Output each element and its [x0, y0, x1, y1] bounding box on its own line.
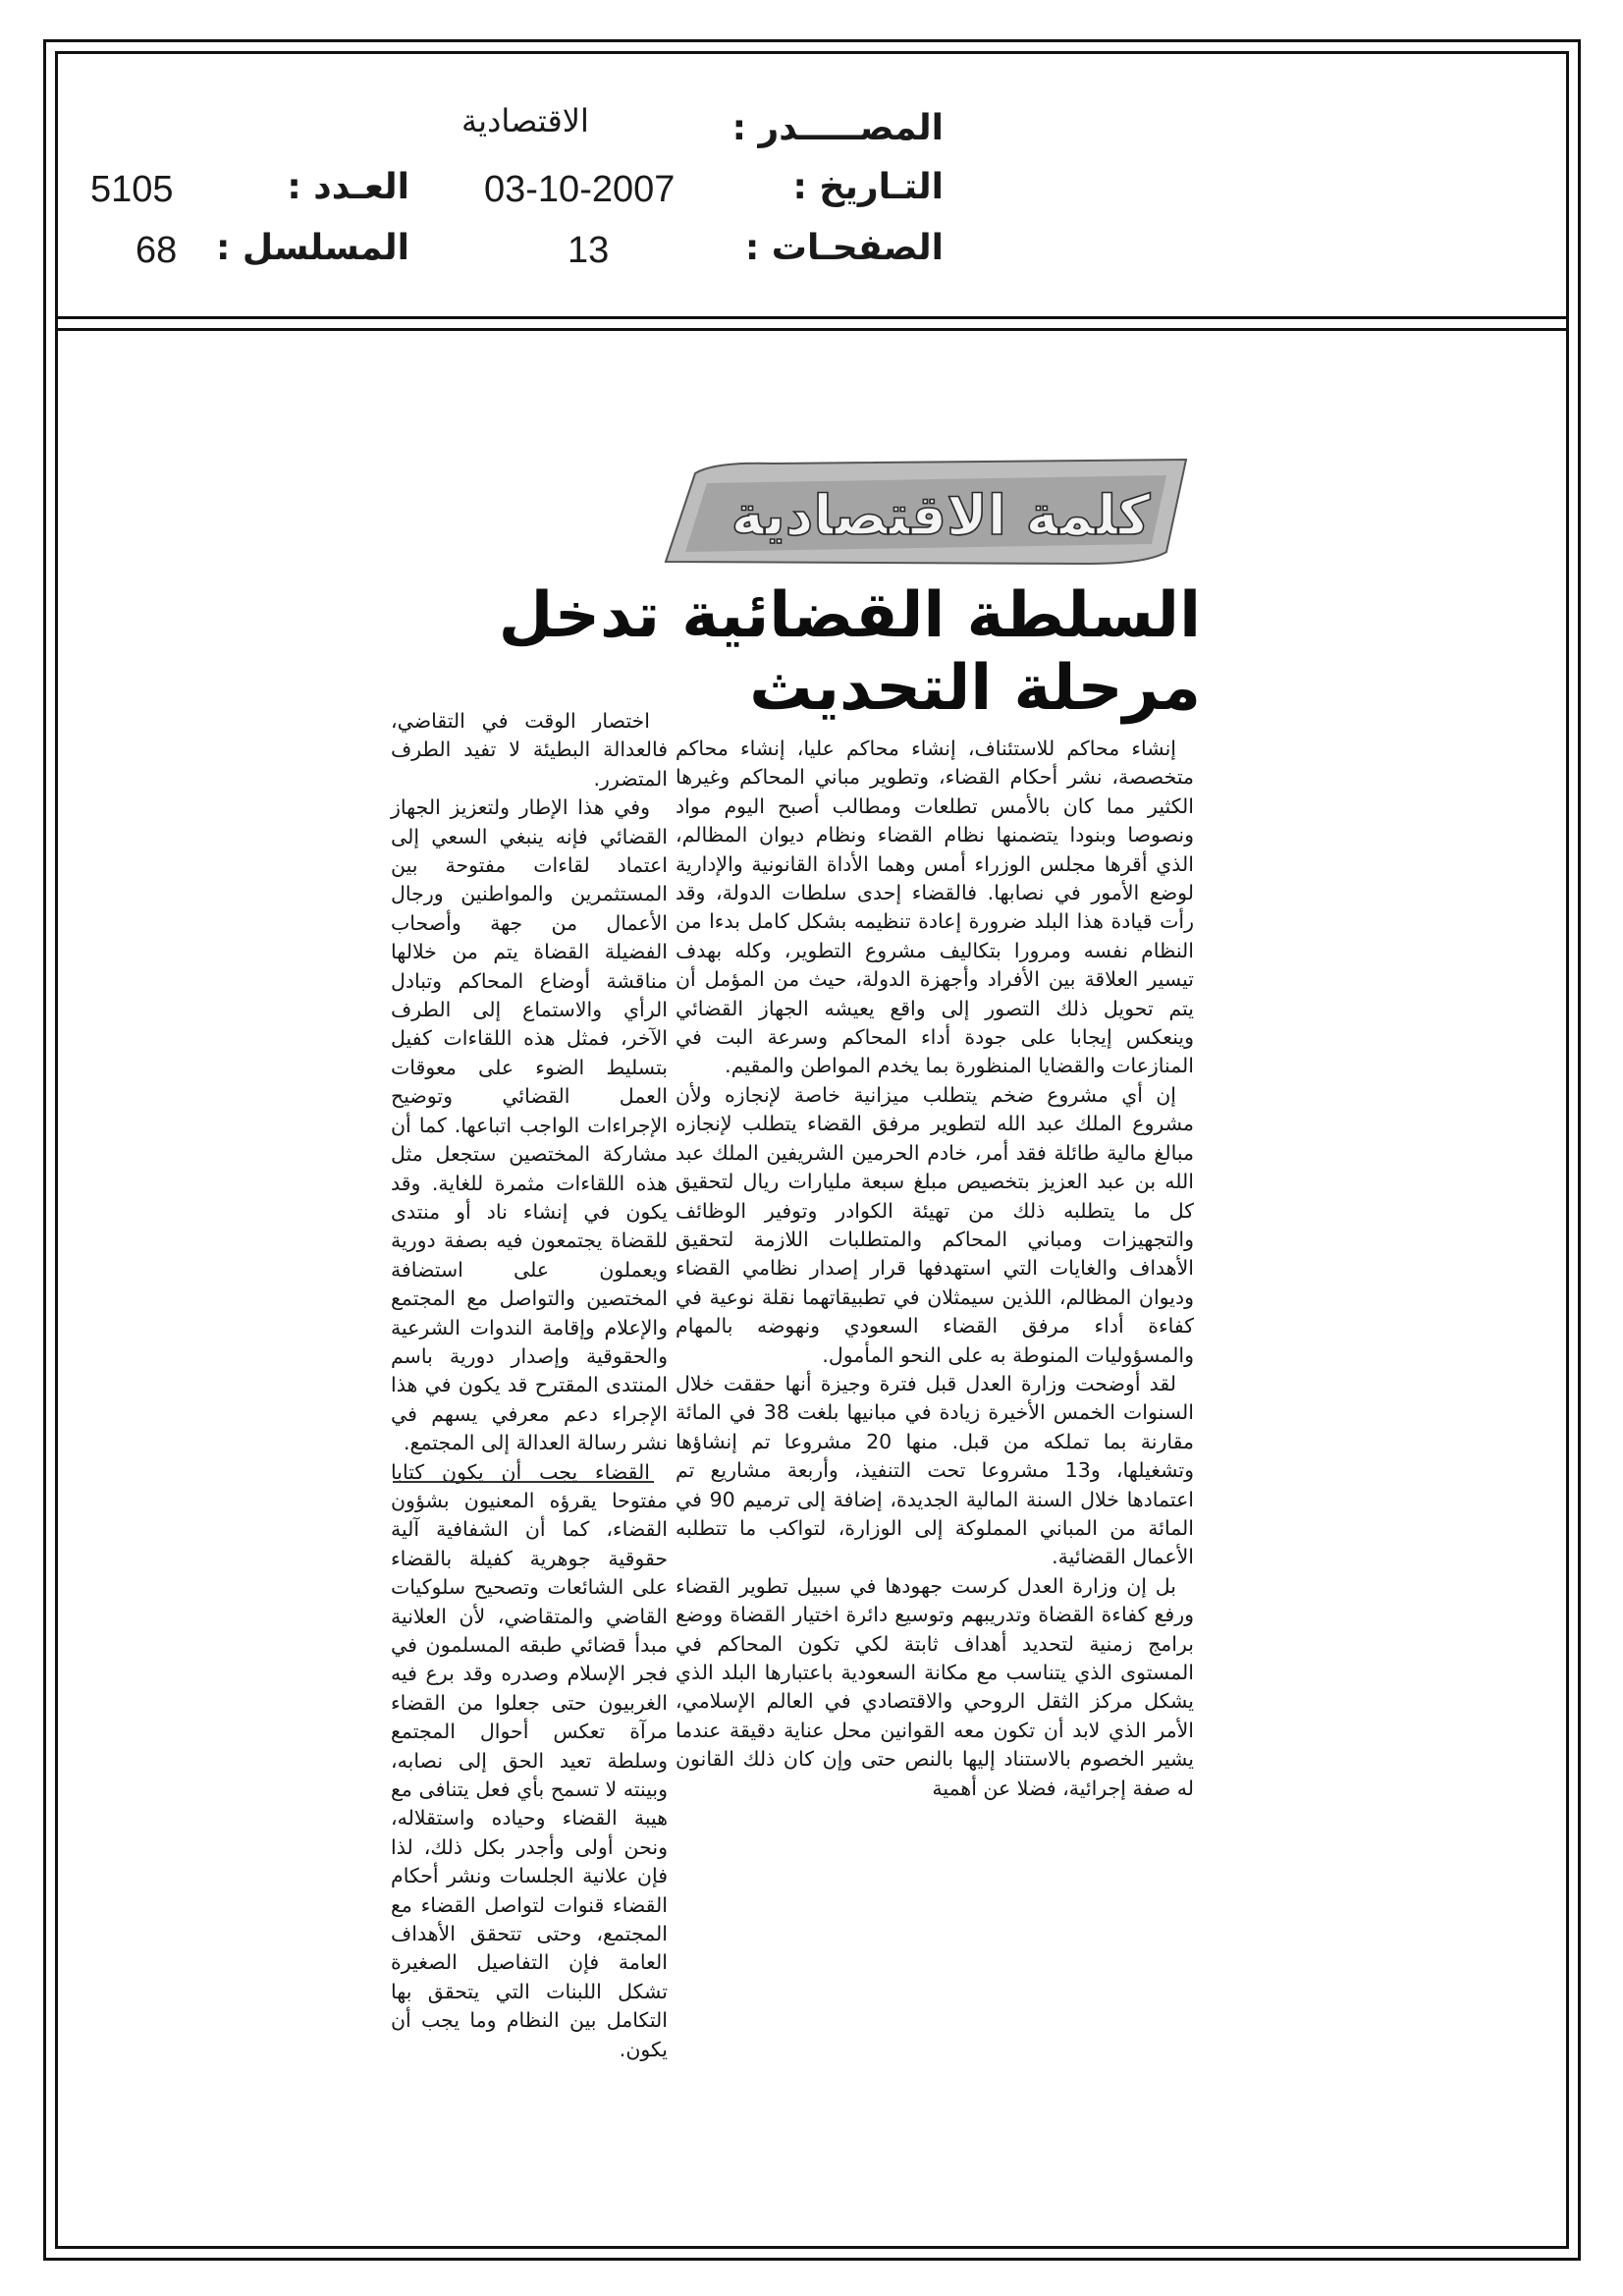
date-value: 03-10-2007: [484, 169, 676, 210]
article-column-left: [391, 707, 668, 2064]
paragraph: إنشاء محاكم للاستئناف، إنشاء محاكم عليا، إنشاء محاكم متخصصة، نشر أحكام القضاء، وتطوير مباني المحاكم وغيرها الكثير مما كان بالأمس تطلعات ومطالب أصبح اليوم مواد ونصوصا وبنودا يتضمنها نظام القضاء ونظام ديوان المظالم، الذي أقرها مجلس الوزراء أمس وهما الأداة القانونية والإدارية لوضع الأمور في نصابها. فالقضاء إحدى سلطات الدولة، وقد رأت قيادة هذا البلد ضرورة إعادة تنظيمه بشكل كامل بدءا من النظام نفسه ومرورا بتكاليف مشروع التطوير، وكله بهدف تيسير العلاقة بين الأفراد وأجهزة الدولة، حيث من المؤمل أن يتم تحويل ذلك التصور إلى واقع يعيشه الجهاز القضائي وينعكس إيجابا على جودة أداء المحاكم وسرعة البت في المنازعات والقضايا المنظورة بما يخدم المواطن والمقيم.: [676, 737, 1194, 1078]
issue-value: 5105: [90, 169, 174, 210]
header-divider-top: [55, 316, 1569, 319]
paragraph: وفي هذا الإطار ولتعزيز الجهاز القضائي فإنه ينبغي السعي إلى اعتماد لقاءات مفتوحة بين المستثمرين والمواطنين ورجال الأعمال من جهة وأصحاب الفضيلة القضاة يتم من خلالها مناقشة أوضاع المحاكم وتبادل الرأي والاستماع إلى الطرف الآخر، فمثل هذه اللقاءات كفيل بتسليط الضوء على معوقات العمل القضائي وتوضيح الإجراءات الواجب اتباعها. كما أن مشاركة المختصين ستجعل مثل هذه اللقاءات مثمرة للغاية. وقد يكون في إنشاء ناد أو منتدى للقضاة يجتمعون فيه بصفة دورية ويعملون على استضافة المختصين والتواصل مع المجتمع والإعلام وإقامة الندوات الشرعية والحقوقية وإصدار دورية باسم المنتدى المقترح قد يكون في هذا الإجراء دعم معرفي يسهم في نشر رسالة العدالة إلى المجتمع.: [391, 795, 668, 1455]
source-value: الاقتصادية: [461, 102, 589, 139]
serial-value: 68: [135, 230, 178, 271]
serial-label: المسلسل :: [215, 228, 409, 268]
column-end-rule: [393, 1481, 654, 1483]
paragraph: اختصار الوقت في التقاضي، فالعدالة البطيئة لا تفيد الطرف المتضرر.: [391, 709, 668, 791]
paragraph: القضاء يجب أن يكون كتابا مفتوحا يقرؤه المعنيون بشؤون القضاء، كما أن الشفافية آلية حقوقية جوهرية كفيلة بالقضاء على الشائعات وتصحيح سلوكيات القاضي والمتقاضي، لأن العلانية مبدأ قضائي طبقه المسلمون في فجر الإسلام وصدره وقد برع فيه الغربيون حتى جعلوا من القضاء مرآة تعكس أحوال المجتمع وسلطة تعيد الحق إلى نصابه، وبينته لا تسمح بأي فعل يتنافى مع هيبة القضاء وحياده واستقلاله، ونحن أولى وأجدر بكل ذلك، لذا فإن علانية الجلسات ونشر أحكام القضاء قنوات لتواصل القضاء مع المجتمع، وحتى تتحقق الأهداف العامة فإن التفاصيل الصغيرة تشكل اللبنات التي يتحقق بها التكامل بين النظام وما يجب أن يكون.: [391, 1459, 668, 2061]
paragraph: بل إن وزارة العدل كرست جهودها في سبيل تطوير القضاء ورفع كفاءة القضاة وتدريبهم وتوسيع دائرة اختيار القضاة ووضع برامج زمنية لتحديد أهداف ثابتة لكي تكون المحاكم في المستوى الذي يتناسب مع مكانة السعودية باعتبارها البلد الذي يشكل مركز الثقل الروحي والاقتصادي في العالم الإسلامي، الأمر الذي لابد أن تكون معه القوانين محل عناية دقيقة عندما يشير الخصوم بالاستناد إليها بالنص حتى وإن كان ذلك القانون له صفة إجرائية، فضلا عن أهمية: [676, 1573, 1194, 1800]
issue-label: العـدد :: [287, 167, 409, 207]
source-label: المصـــــدر :: [731, 108, 944, 148]
date-label: التـاريخ :: [792, 167, 944, 207]
article-column-right: [676, 735, 1194, 1803]
paragraph: إن أي مشروع ضخم يتطلب ميزانية خاصة لإنجازه ولأن مشروع الملك عبد الله لتطوير مرفق القضاء يتطلب لإنجازه مبالغ مالية طائلة فقد أمر، خادم الحرمين الشريفين الملك عبد الله بن عبد العزيز بتخصيص مبلغ سبعة مليارات ريال لتحقيق كل ما يتطلبه ذلك من تهيئة الكوادر وتوفير الوظائف والتجهيزات ومباني المحاكم والمتطلبات اللازمة لتحقيق الأهداف والغايات التي استهدفها قرار إصدار نظامي القضاء وديوان المظالم، اللذين سيمثلان في تطبيقاتهما نقلة نوعية في كفاءة أداء مرفق القضاء السعودي ونهوضه بالمهام والمسؤوليات المنوطة به على النحو المأمول.: [676, 1082, 1194, 1367]
header-divider-bottom: [55, 328, 1569, 331]
pages-label: الصفحـات :: [744, 228, 944, 268]
paragraph: لقد أوضحت وزارة العدل قبل فترة وجيزة أنها حققت خلال السنوات الخمس الأخيرة زيادة في مبانيها بلغت 38 في المائة مقارنة بما تملكه من قبل. منها 20 مشروعا تم إنشاؤها وتشغيلها، و13 مشروعا تحت التنفيذ، وأربعة مشاريع تم اعتمادها خلال السنة المالية الجديدة، إضافة إلى ترميم 90 في المائة من المباني المملوكة إلى الوزارة، لتواكب ما تتطلبه الأعمال القضائية.: [676, 1371, 1194, 1569]
headline-line-1: السلطة القضائية تدخل: [498, 579, 1201, 652]
column-banner-logo: [656, 454, 1206, 572]
headline-line-2: مرحلة التحديث: [749, 652, 1201, 725]
banner-graphic: [656, 454, 1206, 572]
svg-text:كلمة الاقتصادية: كلمة الاقتصادية: [730, 484, 1151, 548]
pages-value: 13: [568, 230, 610, 271]
